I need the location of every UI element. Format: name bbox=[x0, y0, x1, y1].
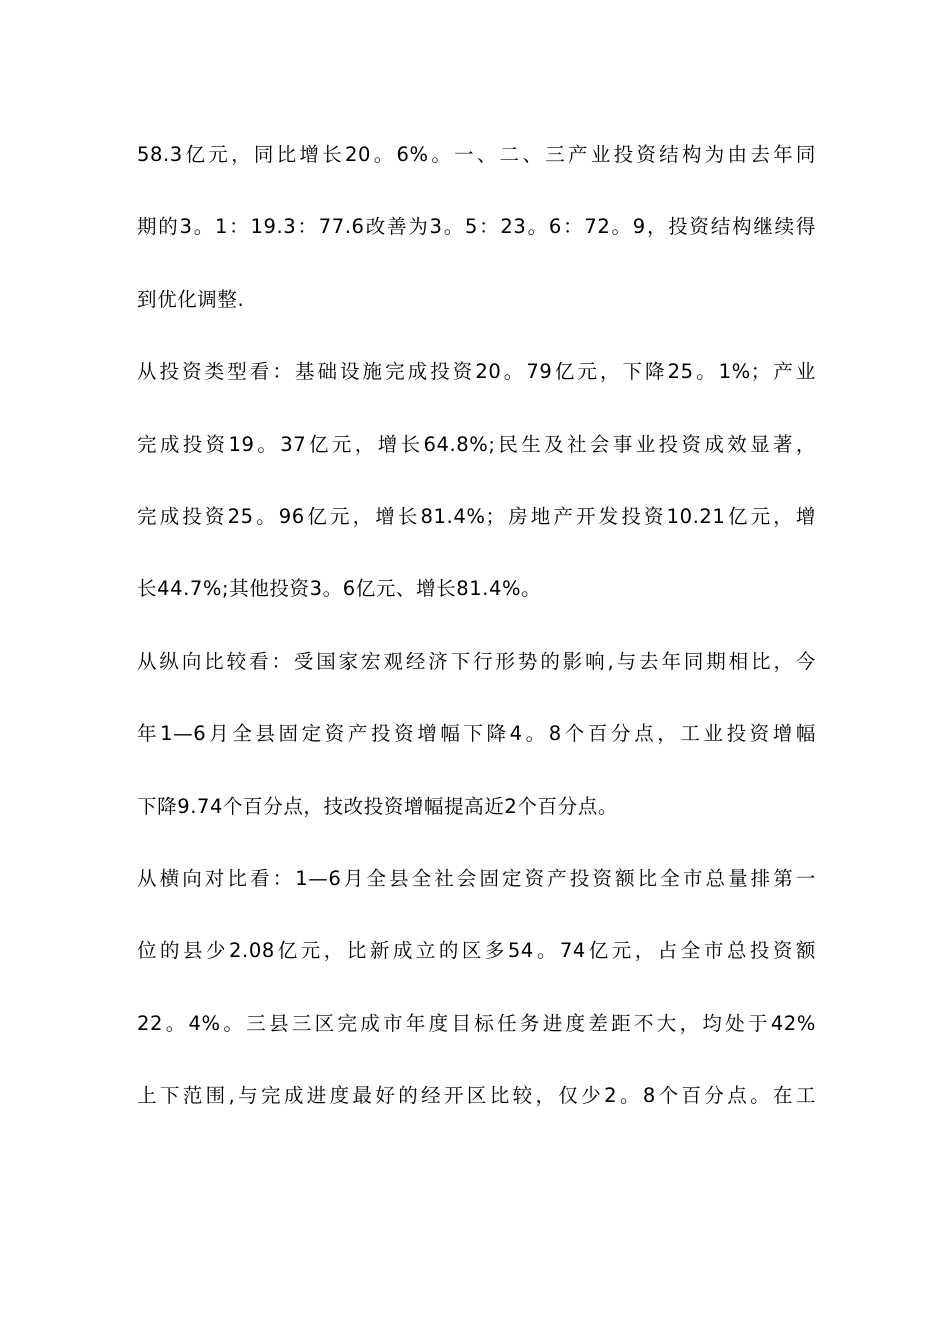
text-line: 58.3亿元，同比增长20。6%。一、二、三产业投资结构为由去年同 bbox=[137, 143, 816, 166]
text-line: 从横向对比看：1—6月全县全社会固定资产投资额比全市总量排第一 bbox=[137, 866, 816, 890]
paragraph-vertical-comparison bbox=[137, 650, 827, 819]
text-line: 期的3。1：19.3：77.6改善为3。5：23。6：72。9，投资结构继续得 bbox=[137, 215, 816, 239]
text-line: 从纵向比较看：受国家宏观经济下行形势的影响,与去年同期相比，今 bbox=[137, 649, 816, 673]
text-line: 从投资类型看：基础设施完成投资20。79亿元，下降25。1%；产业 bbox=[137, 360, 816, 384]
text-line: 22。4%。三县三区完成市年度目标任务进度差距不大，均处于42% bbox=[137, 1011, 816, 1035]
paragraph-investment-structure bbox=[137, 143, 827, 312]
text-line: 到优化调整. bbox=[137, 287, 245, 311]
text-line: 位的县少2.08亿元，比新成立的区多54。74亿元，占全市总投资额 bbox=[137, 939, 816, 963]
document-body bbox=[137, 143, 827, 1108]
text-line: 年1—6月全县固定资产投资增幅下降4。8个百分点，工业投资增幅 bbox=[137, 722, 816, 746]
paragraph-investment-type bbox=[137, 360, 827, 601]
text-line: 完成投资25。96亿元，增长81.4%；房地产开发投资10.21亿元，增 bbox=[137, 504, 816, 528]
text-line: 下降9.74个百分点，技改投资增幅提高近2个百分点。 bbox=[137, 794, 618, 818]
text-line: 长44.7%;其他投资3。6亿元、增长81.4%。 bbox=[137, 577, 542, 601]
paragraph-horizontal-comparison bbox=[137, 867, 827, 1108]
text-line: 上下范围,与完成进度最好的经开区比较，仅少2。8个百分点。在工 bbox=[137, 1084, 816, 1108]
text-line: 完成投资19。37亿元，增长64.8%;民生及社会事业投资成效显著， bbox=[137, 432, 816, 456]
